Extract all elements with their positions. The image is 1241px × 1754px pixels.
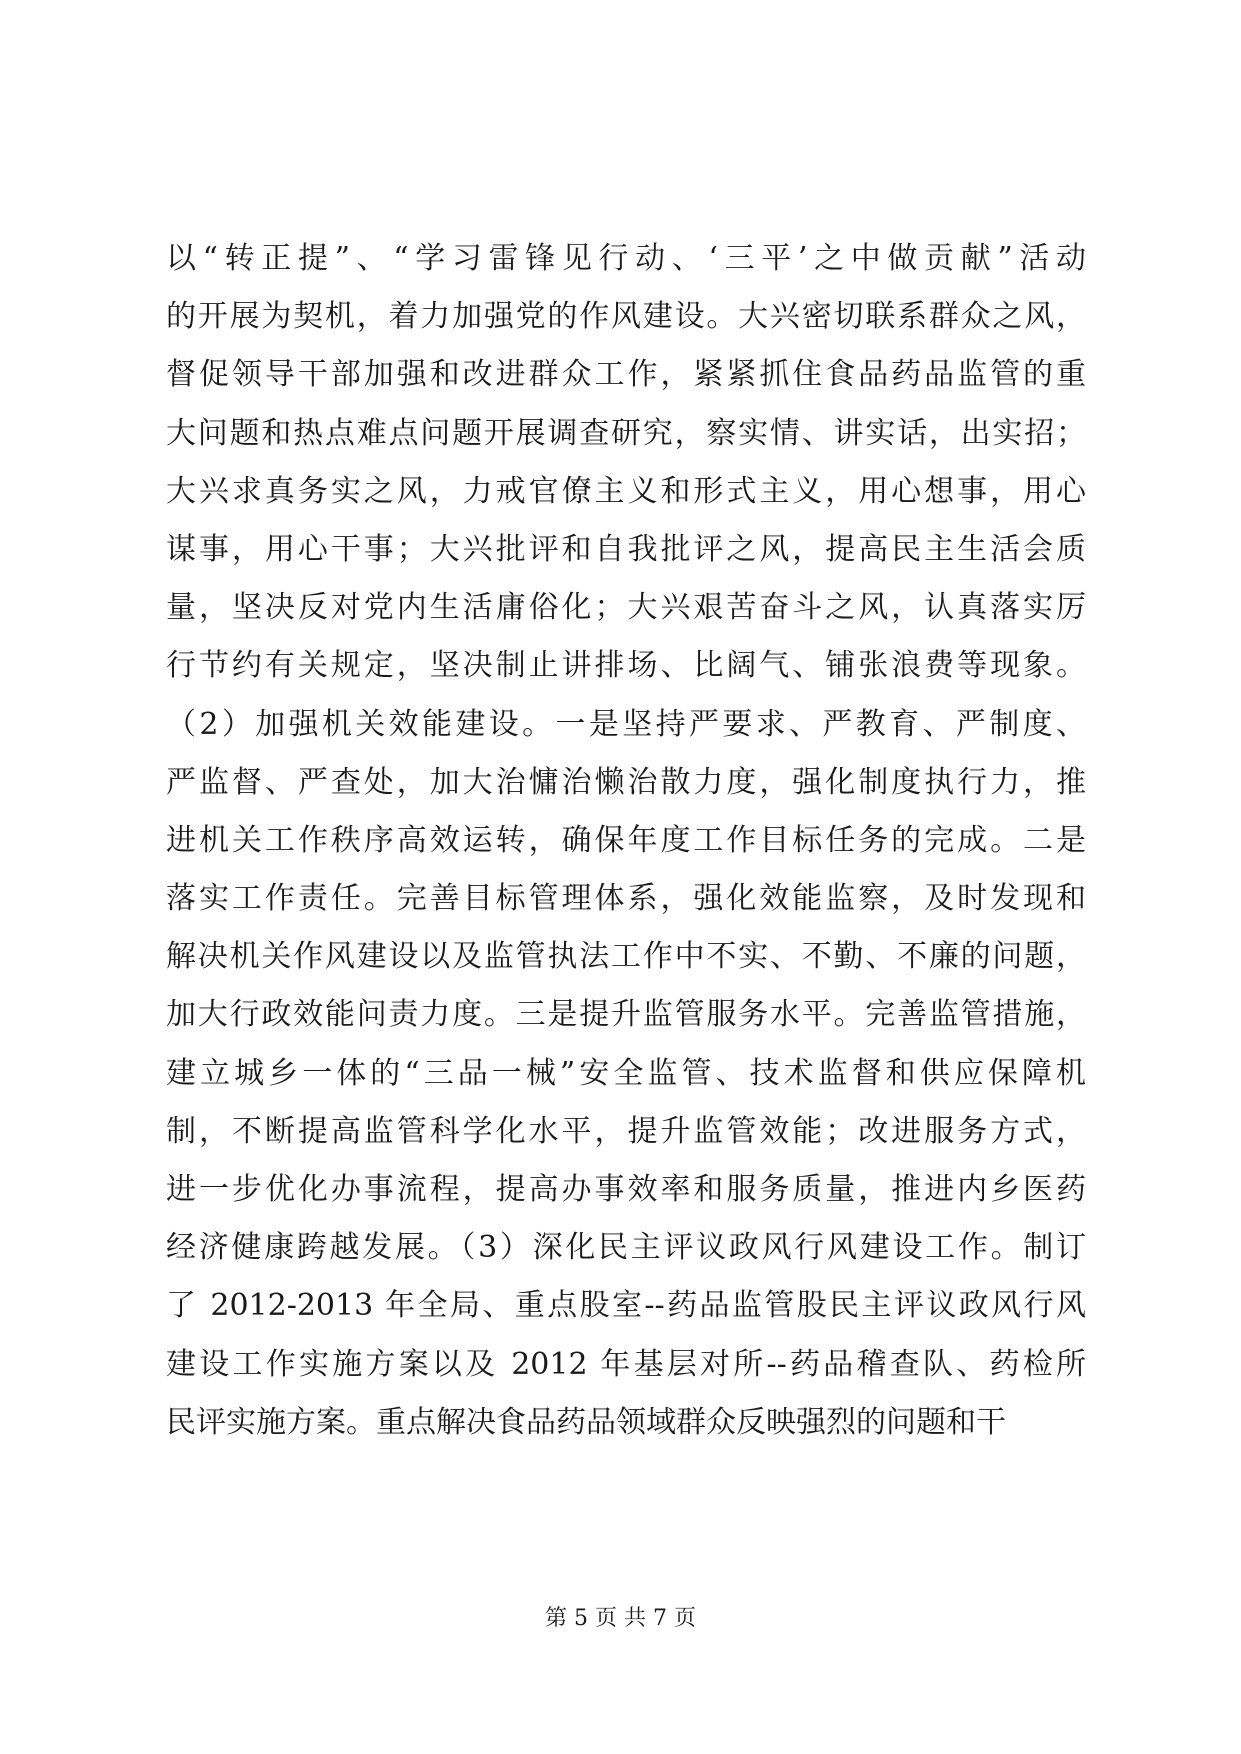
body-text [166, 230, 1086, 1452]
text-line: 落实工作责任。完善目标管理体系，强化效能监察，及时发现和 [166, 881, 1086, 917]
text-line: 了 2012-2013 年全局、重点股室--药品监管股民主评议政风行风 [166, 1288, 1086, 1324]
text-line: 以“转正提”、“学习雷锋见行动、‘三平’之中做贡献”活动 [166, 241, 1086, 276]
text-line: 解决机关作风建设以及监管执法工作中不实、不勤、不廉的问题， [166, 939, 1086, 975]
text-line: （2）加强机关效能建设。一是坚持严要求、严教育、严制度、 [166, 706, 1086, 742]
text-line: 进一步优化办事流程，提高办事效率和服务质量，推进内乡医药 [166, 1172, 1086, 1207]
page-number: 第 5 页 共 7 页 [545, 1606, 696, 1631]
text-line: 严监督、严查处，加大治慵治懒治散力度，强化制度执行力，推 [166, 764, 1086, 800]
text-line: 行节约有关规定，坚决制止讲排场、比阔气、铺张浪费等现象。 [166, 648, 1086, 684]
text-line: 经济健康跨越发展。（3）深化民主评议政风行风建设工作。制订 [166, 1230, 1086, 1266]
text-line: 加大行政效能问责力度。三是提升监管服务水平。完善监管措施， [166, 997, 1086, 1033]
text-line: 的开展为契机，着力加强党的作风建设。大兴密切联系群众之风， [166, 299, 1086, 335]
text-line: 督促领导干部加强和改进群众工作，紧紧抓住食品药品监管的重 [166, 357, 1086, 393]
text-line: 进机关工作秩序高效运转，确保年度工作目标任务的完成。二是 [166, 822, 1086, 858]
text-line: 建设工作实施方案以及 2012 年基层对所--药品稽查队、药检所 [166, 1346, 1086, 1382]
text-line: 大兴求真务实之风，力戒官僚主义和形式主义，用心想事，用心 [166, 473, 1086, 509]
text-line: 制，不断提高监管科学化水平，提升监管效能；改进服务方式， [166, 1113, 1086, 1149]
text-line: 大问题和热点难点问题开展调查研究，察实情、讲实话，出实招； [166, 415, 1086, 451]
text-line: 建立城乡一体的“三品一械”安全监管、技术监督和供应保障机 [166, 1055, 1086, 1091]
text-line: 民评实施方案。重点解决食品药品领域群众反映强烈的问题和干 [166, 1404, 1006, 1440]
text-line: 谋事，用心干事；大兴批评和自我批评之风，提高民主生活会质 [166, 531, 1086, 567]
text-line: 量，坚决反对党内生活庸俗化；大兴艰苦奋斗之风，认真落实厉 [166, 590, 1086, 626]
page-footer [0, 1604, 1241, 1634]
